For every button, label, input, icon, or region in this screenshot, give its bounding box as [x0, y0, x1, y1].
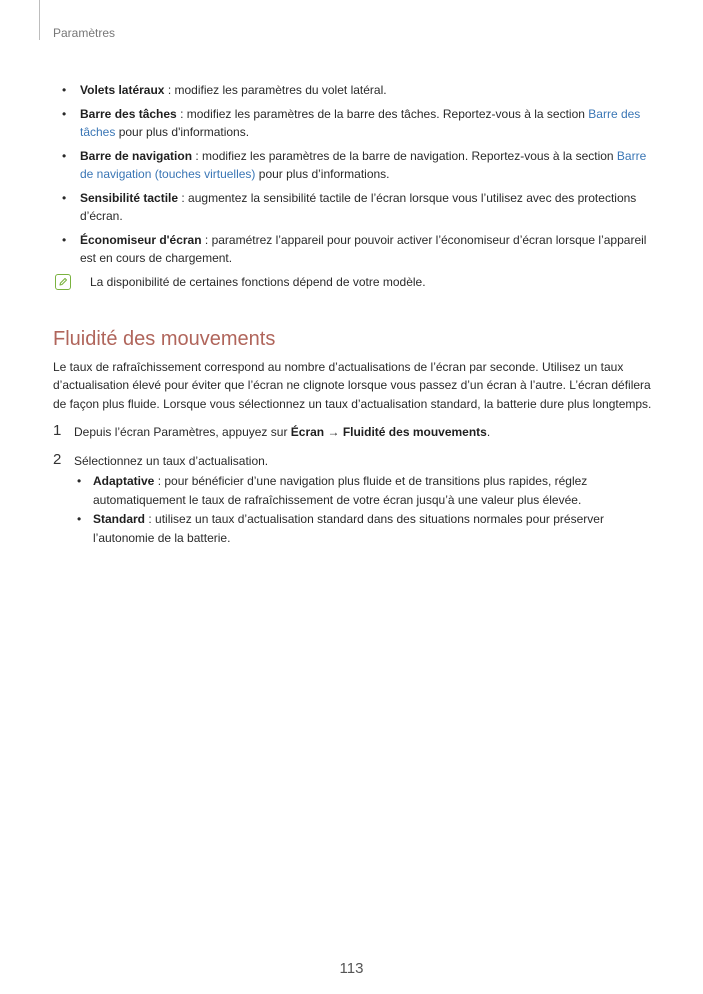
note-pencil-icon [55, 274, 71, 290]
bullet-icon: • [62, 148, 67, 163]
list-item [74, 510, 653, 547]
section-title: Fluidité des mouvements [53, 327, 276, 350]
step-1 [53, 423, 653, 442]
step-text: Sélectionnez un taux d’actualisation. [74, 453, 269, 468]
list-item [53, 189, 653, 226]
bullet-icon: • [62, 190, 67, 205]
term: Sensibilité tactile [80, 190, 179, 205]
step-number: 1 [53, 422, 62, 439]
description: : utilisez un taux d’actualisation standard dans des situations normales pour préserver l’autonomie de la batterie. [93, 512, 604, 545]
list-item [53, 231, 653, 268]
step-2 [53, 452, 653, 548]
section-intro: Le taux de rafraîchissement correspond au nombre d’actualisations de l’écran par seconde. Utilisez un taux d’actualisation élevé pour éviter que l’écran ne clignote lorsque vous passez d’un écran à l’autre. L’écran défilera de façon plus fluide. Lorsque vous sélectionnez un taux d’actualisation standard, la batterie dure plus longtemps. [53, 359, 652, 411]
description-end: pour plus d'informations. [115, 125, 250, 139]
option-list [74, 472, 653, 547]
cross-reference-link[interactable]: Barre de navigation (touches virtuelles) [80, 148, 647, 181]
term: Barre des tâches [80, 106, 177, 121]
list-item [74, 472, 653, 509]
step-text-end: . [486, 425, 491, 439]
settings-list [53, 81, 653, 268]
description: : pour bénéficier d’une navigation plus fluide et de transitions plus rapides, réglez automatiquement le taux de rafraîchissement de votre écran jusqu’à une valeur plus élevée. [93, 474, 588, 507]
menu-term: Fluidité des mouvements [342, 425, 487, 439]
bullet-icon: • [62, 83, 67, 97]
page-content [53, 81, 653, 557]
description: : modifiez les paramètres de la barre des tâches. Reportez-vous à la section [176, 106, 589, 121]
description: : modifiez les paramètres du volet latéral. [164, 83, 387, 97]
arrow-icon: → [324, 425, 343, 439]
step-number: 2 [53, 450, 62, 468]
description: : augmentez la sensibilité tactile de l’écran lorsque vous l’utilisez avec des protections d’écran. [80, 190, 637, 223]
cross-reference-link[interactable]: Barre des tâches [80, 106, 641, 139]
term: Barre de navigation [80, 148, 193, 163]
term: Économiseur d'écran [80, 232, 202, 247]
list-item [53, 105, 653, 142]
bullet-icon: • [62, 232, 67, 247]
page-number: 113 [339, 960, 364, 977]
description: : paramétrez l’appareil pour pouvoir activer l’économiseur d’écran lorsque l’appareil est en cours de chargement. [80, 232, 647, 265]
term: Adaptative [93, 474, 155, 488]
list-item [53, 81, 653, 100]
running-header: Paramètres [53, 26, 116, 40]
bullet-icon: • [77, 512, 82, 526]
menu-term: Écran [290, 425, 325, 439]
list-item [53, 147, 653, 184]
term: Volets latéraux [80, 83, 165, 97]
bullet-icon: • [77, 474, 82, 488]
note-text: La disponibilité de certaines fonctions dépend de votre modèle. [90, 274, 426, 289]
step-text: Depuis l’écran Paramètres, appuyez sur [74, 425, 291, 439]
description-end: pour plus d’informations. [255, 167, 390, 181]
term: Standard [93, 512, 146, 526]
bullet-icon: • [62, 106, 67, 121]
note-box [53, 273, 653, 295]
header-divider [39, 0, 40, 40]
description: : modifiez les paramètres de la barre de navigation. Reportez-vous à la section [192, 148, 617, 163]
